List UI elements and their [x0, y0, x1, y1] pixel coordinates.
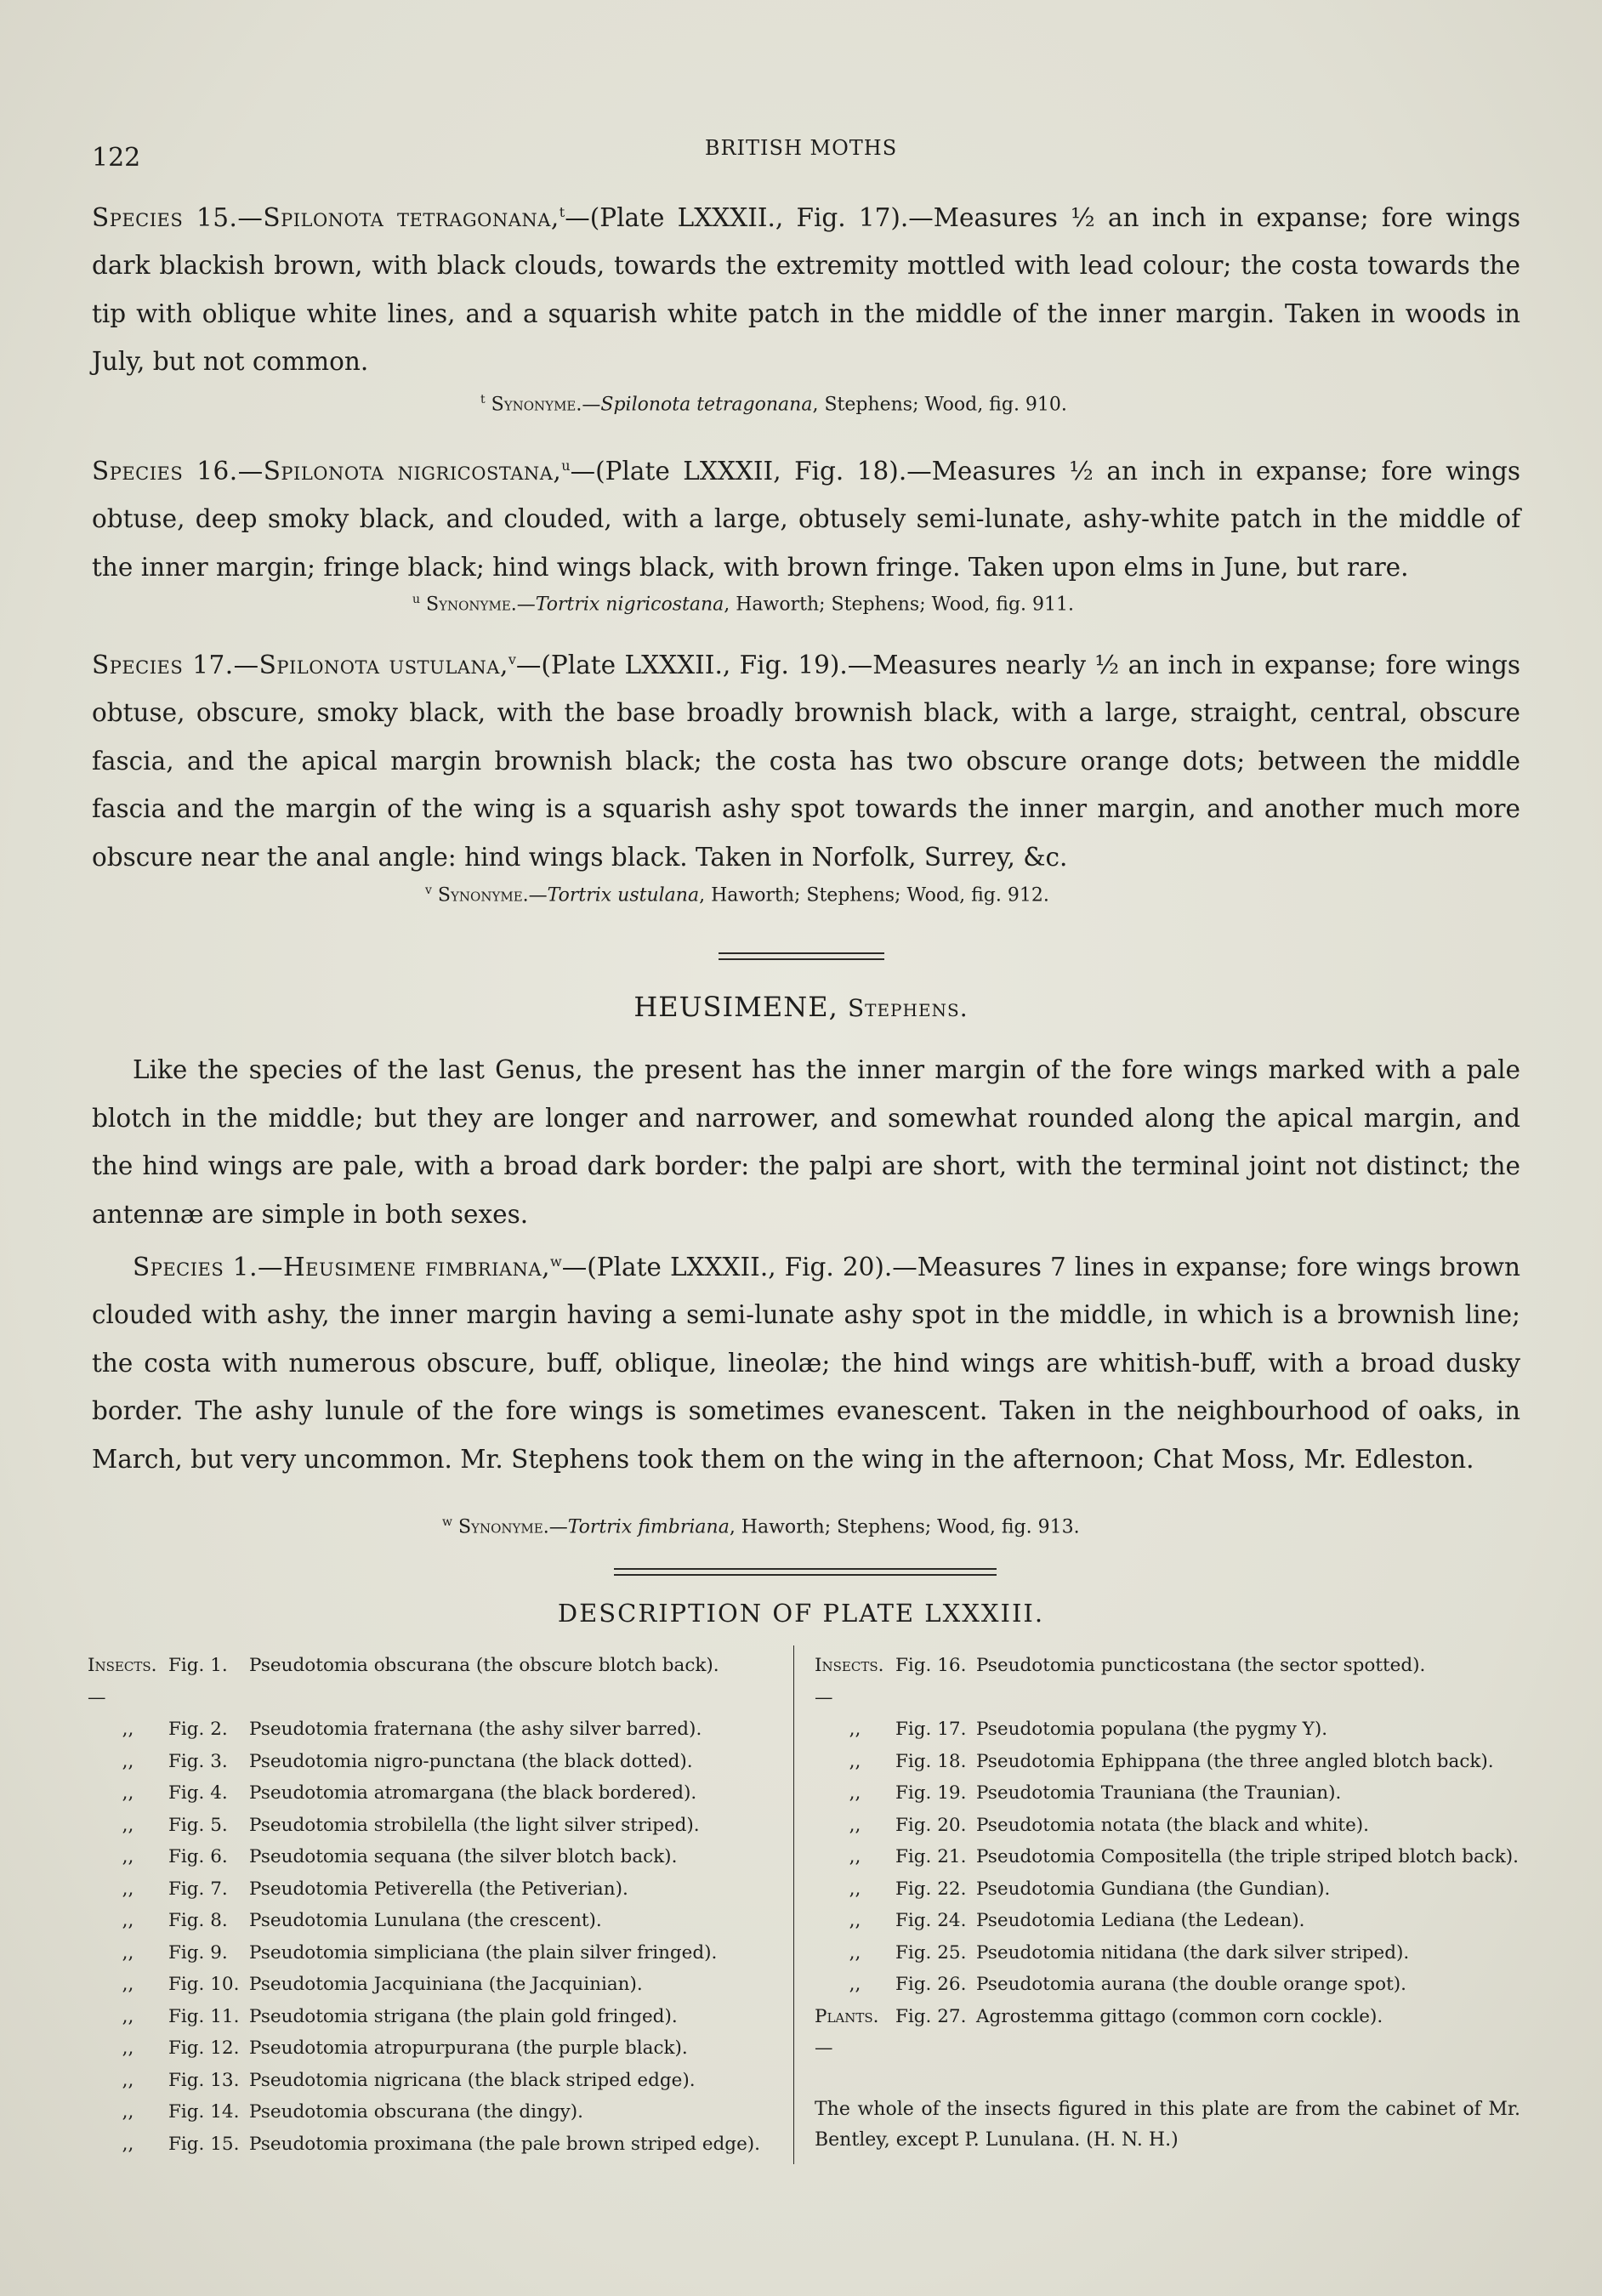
species-15-lead: Species 15.: [92, 202, 238, 232]
footnote-label: Synonyme.—: [457, 1516, 568, 1538]
plate-figure-entry: [815, 1810, 1520, 1842]
species-16-name: —Spilonota nigricostana,: [237, 456, 562, 486]
footnote-rest: , Haworth; Stephens; Wood, fig. 913.: [729, 1516, 1080, 1538]
entry-figure-number: Fig. 24.: [895, 1910, 967, 1931]
entry-lead: ,,: [849, 1846, 861, 1867]
footnote-mark: t: [480, 393, 486, 406]
plate-figure-entry: [815, 1969, 1520, 2001]
genus-intro: Like the species of the last Genus, the present has the inner margin of the fore wings marked with a pale blotch in the middle; but they are longer and narrower, and somewhat rounded along the apical margin, and the hind wings are pale, with a broad dark border: the palpi are short, with the terminal joint not distinct; the antennæ are simple in both sexes.: [92, 1055, 1520, 1229]
entry-description: Pseudotomia notata (the black and white).: [976, 1814, 1370, 1836]
plate-figure-entry: [88, 1777, 776, 1810]
footnote-label: Synonyme.—: [437, 884, 548, 906]
footnote-mark: v: [425, 884, 432, 897]
plate-figure-entry: [88, 1969, 776, 2001]
column-divider: [793, 1645, 794, 2164]
entry-figure-number: Fig. 8.: [168, 1910, 228, 1931]
entry-figure-number: Fig. 11.: [168, 2005, 240, 2027]
plate-figure-entry: [815, 1713, 1520, 1746]
entry-description: Pseudotomia Lediana (the Ledean).: [976, 1910, 1305, 1931]
entry-description: Pseudotomia atropurpurana (the purple black).: [249, 2037, 688, 2059]
entry-figure-number: Fig. 18.: [895, 1750, 967, 1772]
species-15-name: —Spilonota tetragonana,: [237, 202, 560, 232]
entry-description: Pseudotomia Trauniana (the Traunian).: [976, 1782, 1342, 1804]
species-17-name: —Spilonota ustulana,: [233, 650, 508, 679]
species-16-mark: u: [561, 457, 571, 474]
species-1-mark: w: [549, 1253, 562, 1270]
plate-figure-entry: [815, 1650, 1520, 1713]
plate-figure-entry: [815, 1905, 1520, 1937]
entry-lead: ,,: [122, 2101, 134, 2123]
plate-figure-entry: [88, 2065, 776, 2097]
plate-figure-entry: [88, 1650, 776, 1713]
entry-lead: ,,: [849, 1878, 861, 1900]
entry-description: Pseudotomia strigana (the plain gold fringed).: [249, 2005, 678, 2027]
entry-description: Pseudotomia Jacquiniana (the Jacquinian).: [249, 1974, 643, 1995]
entry-lead: ,,: [122, 1846, 134, 1867]
entry-figure-number: Fig. 6.: [168, 1846, 228, 1867]
entry-description: Pseudotomia puncticostana (the sector spotted).: [976, 1655, 1426, 1676]
entry-lead: ,,: [122, 2037, 134, 2059]
species-15-paragraph: [92, 189, 1520, 386]
entry-description: Pseudotomia Gundiana (the Gundian).: [976, 1878, 1331, 1900]
entry-lead: ,,: [849, 1750, 861, 1772]
entry-figure-number: Fig. 27.: [895, 2005, 967, 2027]
entry-figure-number: Fig. 25.: [895, 1941, 967, 1964]
entry-figure-number: Fig. 14.: [168, 2101, 240, 2123]
plate-figure-entry: [88, 1713, 776, 1746]
plate-figure-entry: [88, 1905, 776, 1937]
section-rule-top: [719, 952, 884, 954]
entry-description: Pseudotomia populana (the pygmy Y).: [976, 1719, 1328, 1740]
footnote-synonym: Tortrix ustulana: [547, 884, 700, 906]
entry-lead: ,,: [849, 1814, 861, 1836]
entry-description: Pseudotomia Petiverella (the Petiverian).: [249, 1878, 628, 1900]
species-1-lead: Species 1.: [133, 1252, 258, 1282]
entry-description: Pseudotomia strobilella (the light silver striped).: [249, 1814, 700, 1836]
entry-lead: Insects.—: [815, 1655, 884, 1708]
entry-description: Pseudotomia simpliciana (the plain silver fringed).: [249, 1941, 718, 1964]
entry-description: Pseudotomia Ephippana (the three angled blotch back).: [976, 1750, 1494, 1772]
species-17-paragraph: [92, 636, 1520, 881]
entry-figure-number: Fig. 21.: [895, 1846, 967, 1867]
footnote-synonym: Tortrix fimbriana: [567, 1516, 730, 1538]
species-17-mark: v: [508, 651, 516, 668]
plate-figure-entry: [88, 1746, 776, 1778]
entry-figure-number: Fig. 13.: [168, 2069, 240, 2091]
genus-author: Stephens.: [847, 994, 969, 1022]
entry-lead: ,,: [122, 1719, 134, 1740]
entry-description: Pseudotomia fraternana (the ashy silver barred).: [249, 1719, 702, 1740]
entry-figure-number: Fig. 9.: [168, 1941, 228, 1964]
species-1-text: —(Plate LXXXII., Fig. 20).—Measures 7 lines in expanse; fore wings brown clouded with ashy, the inner margin having a semi-lunate ashy spot in the middle, in which is a brownish line; the costa with numerous obscure, buff, oblique, lineolæ; the hind wings are whitish-buff, with a broad dusky border. The ashy lunule of the fore wings is sometimes evanescent. Taken in the neighbourhood of oaks, in March, but very uncommon. Mr. Stephens took them on the wing in the afternoon; Chat Moss, Mr. Edleston.: [92, 1252, 1520, 1474]
entry-description: Pseudotomia atromargana (the black bordered).: [249, 1782, 697, 1804]
plate-figure-entry: [815, 1777, 1520, 1810]
species-17-footnote: [425, 878, 1049, 908]
species-1-name: —Heusimene fimbriana,: [257, 1252, 550, 1282]
entry-figure-number: Fig. 4.: [168, 1782, 228, 1804]
entry-lead: ,,: [849, 1941, 861, 1964]
entry-lead: ,,: [122, 2005, 134, 2027]
entry-figure-number: Fig. 7.: [168, 1878, 228, 1900]
entry-description: Pseudotomia nigricana (the black striped edge).: [249, 2069, 696, 2091]
species-15-mark: t: [559, 204, 565, 220]
entry-figure-number: Fig. 22.: [895, 1878, 967, 1900]
entry-lead: ,,: [849, 1719, 861, 1740]
genus-heading: [0, 991, 1602, 1023]
entry-description: Pseudotomia proximana (the pale brown striped edge).: [249, 2133, 761, 2155]
entry-lead: ,,: [122, 1878, 134, 1900]
entry-figure-number: Fig. 3.: [168, 1750, 228, 1772]
entry-lead: ,,: [122, 1750, 134, 1772]
footnote-label: Synonyme.—: [426, 594, 536, 616]
plate-figure-entry: [815, 1873, 1520, 1906]
entry-lead: ,,: [122, 1814, 134, 1836]
entry-figure-number: Fig. 2.: [168, 1719, 228, 1740]
entry-lead: ,,: [122, 1910, 134, 1931]
plate-figure-entry: [88, 1841, 776, 1873]
species-16-lead: Species 16.: [92, 456, 238, 486]
plate-figure-entry: [815, 1937, 1520, 1969]
species-15-text: —(Plate LXXXII., Fig. 17).—Measures ½ an inch in expanse; fore wings dark blackish brown, with black clouds, towards the extremity mottled with lead colour; the costa towards the tip with oblique white lines, and a squarish white patch in the middle of the inner margin. Taken in woods in July, but not common.: [92, 202, 1521, 377]
entry-figure-number: Fig. 16.: [895, 1655, 967, 1676]
entry-description: Pseudotomia nigro-punctana (the black dotted).: [249, 1750, 693, 1772]
plate-list-right: [815, 1650, 1520, 2065]
entry-description: Pseudotomia sequana (the silver blotch back).: [249, 1846, 678, 1867]
entry-lead: ,,: [122, 2069, 134, 2091]
entry-figure-number: Fig. 15.: [168, 2133, 240, 2155]
plate-figure-entry: [815, 2001, 1520, 2065]
footnote-synonym: Spilonota tetragonana: [600, 394, 813, 416]
footnote-rest: , Stephens; Wood, fig. 910.: [812, 394, 1067, 416]
entry-description: Pseudotomia nitidana (the dark silver striped).: [976, 1941, 1410, 1964]
species-17-lead: Species 17.: [92, 650, 234, 679]
species-17-text: —(Plate LXXXII., Fig. 19).—Measures nearly ½ an inch in expanse; fore wings obtuse, obscure, smoky black, with the base broadly brownish black, with a large, straight, central, obscure fascia, and the apical margin brownish black; the costa has two obscure orange dots; between the middle fascia and the margin of the wing is a squarish ashy spot towards the inner margin, and another much more obscure near the anal angle: hind wings black. Taken in Norfolk, Surrey, &c.: [92, 650, 1520, 872]
section-rule-bottom: [719, 958, 884, 960]
species-16-text: —(Plate LXXXII, Fig. 18).—Measures ½ an inch in expanse; fore wings obtuse, deep smoky black, and clouded, with a large, obtusely semi-lunate, ashy-white patch in the middle of the inner margin; fringe black; hind wings black, with brown fringe. Taken upon elms in June, but rare.: [92, 456, 1520, 582]
entry-lead: Insects.—: [88, 1655, 157, 1708]
entry-figure-number: Fig. 1.: [168, 1655, 228, 1676]
plate-figure-entry: [88, 2032, 776, 2065]
entry-lead: ,,: [122, 2133, 134, 2155]
footnote-rest: , Haworth; Stephens; Wood, fig. 912.: [699, 884, 1049, 906]
entry-lead: ,,: [849, 1974, 861, 1995]
entry-description: Pseudotomia obscurana (the dingy).: [249, 2101, 583, 2123]
entry-lead: ,,: [849, 1782, 861, 1804]
entry-description: Pseudotomia Compositella (the triple striped blotch back).: [976, 1846, 1520, 1867]
entry-figure-number: Fig. 12.: [168, 2037, 240, 2059]
plate-figure-entry: [88, 2001, 776, 2033]
species-1-paragraph: [92, 1238, 1520, 1483]
entry-figure-number: Fig. 10.: [168, 1974, 240, 1995]
species-16-footnote: [412, 587, 1074, 617]
page-number: 122: [92, 143, 141, 173]
plate-figure-entry: [88, 2096, 776, 2128]
footnote-mark: w: [442, 1515, 452, 1529]
plate-figure-entry: [815, 1841, 1520, 1873]
entry-description: Pseudotomia Lunulana (the crescent).: [249, 1910, 602, 1931]
entry-lead: ,,: [122, 1974, 134, 1995]
entry-figure-number: Fig. 19.: [895, 1782, 967, 1804]
entry-figure-number: Fig. 5.: [168, 1814, 228, 1836]
footnote-rest: , Haworth; Stephens; Wood, fig. 911.: [724, 594, 1075, 616]
plate-list-left: [88, 1650, 776, 2160]
footnote-mark: u: [412, 593, 421, 606]
entry-lead: Plants.—: [815, 2005, 879, 2059]
genus-title: HEUSIMENE,: [633, 991, 838, 1023]
entry-lead: ,,: [122, 1941, 134, 1964]
plate-figure-entry: [815, 1746, 1520, 1778]
entry-description: Pseudotomia obscurana (the obscure blotch back).: [249, 1655, 719, 1676]
footnote-synonym: Tortrix nigricostana: [535, 594, 724, 616]
plate-rule-top: [614, 1568, 997, 1570]
plate-description-title: DESCRIPTION OF PLATE LXXXIII.: [557, 1599, 1045, 1628]
species-15-footnote: [480, 387, 1067, 418]
entry-lead: ,,: [849, 1910, 861, 1931]
entry-description: Pseudotomia aurana (the double orange spot).: [976, 1974, 1406, 1995]
plate-figure-entry: [88, 2128, 776, 2161]
entry-lead: ,,: [122, 1782, 134, 1804]
plate-figure-entry: [88, 1873, 776, 1906]
entry-description: Agrostemma gittago (common corn cockle).: [976, 2005, 1383, 2027]
footnote-label: Synonyme.—: [491, 394, 601, 416]
species-16-paragraph: [92, 442, 1520, 591]
entry-figure-number: Fig. 26.: [895, 1974, 967, 1995]
plate-note: The whole of the insects figured in this plate are from the cabinet of Mr. Bentley, except P. Lunulana. (H. N. H.): [815, 2099, 1520, 2151]
entry-figure-number: Fig. 17.: [895, 1719, 967, 1740]
entry-figure-number: Fig. 20.: [895, 1814, 967, 1836]
plate-figure-entry: [88, 1810, 776, 1842]
plate-figure-entry: [88, 1937, 776, 1969]
species-1-footnote: [442, 1509, 1080, 1540]
plate-rule-bottom: [614, 1574, 997, 1576]
running-title: BRITISH MOTHS: [704, 136, 898, 160]
